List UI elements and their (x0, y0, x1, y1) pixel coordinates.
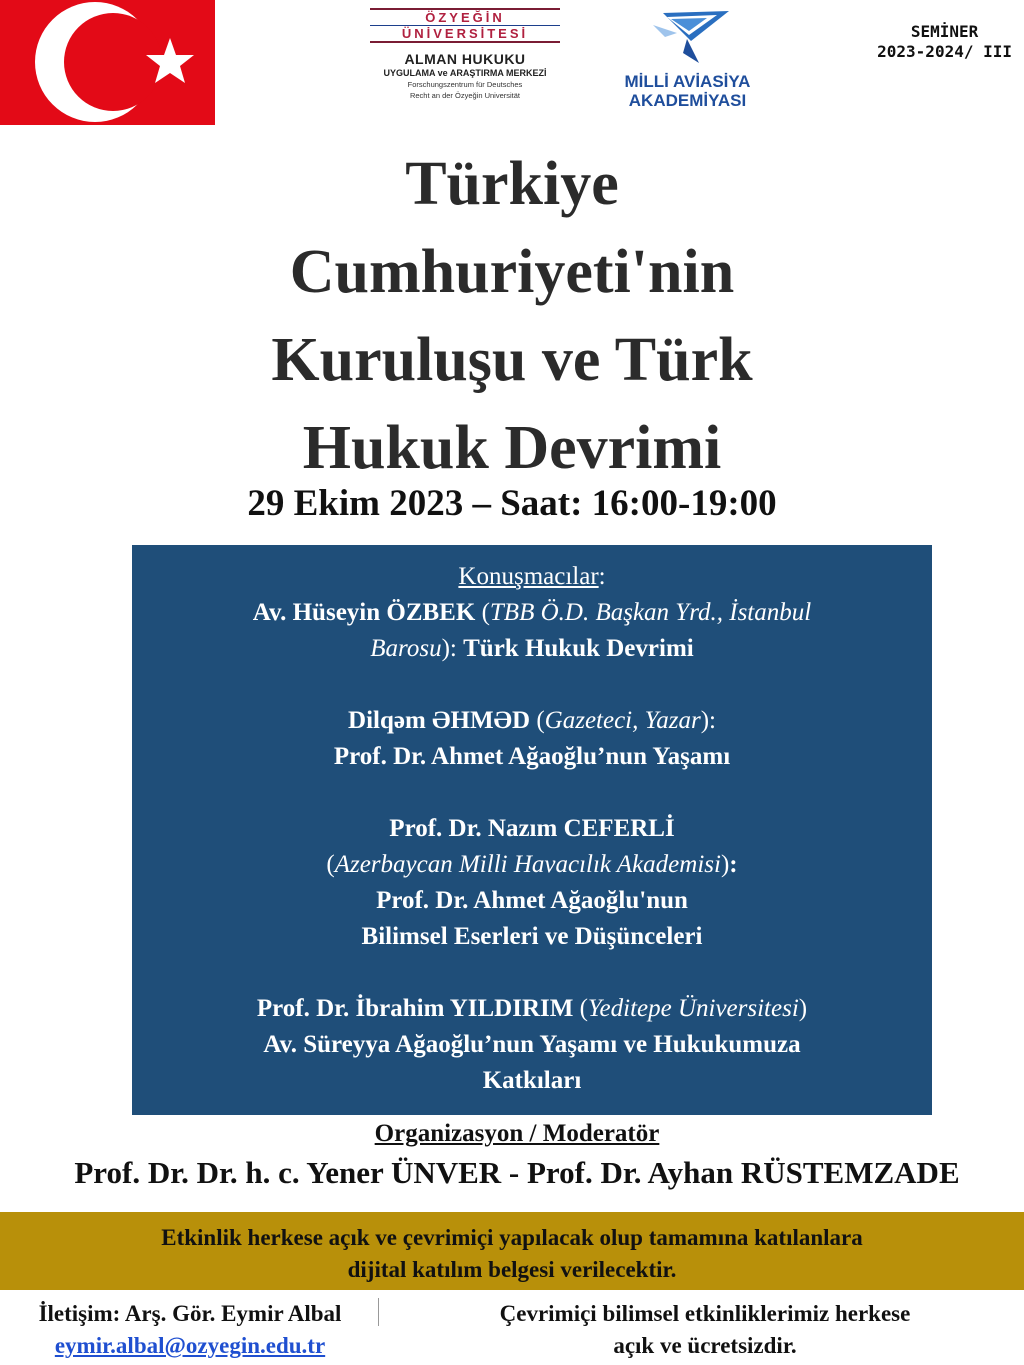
logo-universitesi-text: ÜNİVERSİTESİ (401, 26, 529, 41)
free-note-line: Çevrimiçi bilimsel etkinliklerimiz herkese (499, 1301, 911, 1326)
speaker-affiliation: Gazeteci, Yazar (544, 707, 701, 734)
participation-notice (0, 1212, 1024, 1290)
speaker-affiliation: Azerbaycan Milli Havacılık Akademisi (334, 851, 721, 878)
speaker-affiliation: Yeditepe Üniversitesi (587, 995, 799, 1022)
speaker-topic: Bilimsel Eserleri ve Düşünceleri (361, 923, 703, 950)
speaker-name: Prof. Dr. Nazım CEFERLİ (389, 815, 675, 842)
speaker-affiliation: Barosu (370, 635, 442, 662)
title-line: Türkiye (405, 150, 619, 218)
speaker-topic: Türk Hukuk Devrimi (463, 635, 694, 662)
speaker-name: Prof. Dr. İbrahim YILDIRIM (256, 995, 574, 1022)
crescent-star-icon (0, 0, 215, 125)
title-line: Kuruluşu ve Türk (271, 326, 753, 394)
event-datetime: 29 Ekim 2023 – Saat: 16:00-19:00 (247, 483, 777, 524)
academy-name-line2: AKADEMİYASI (628, 91, 747, 110)
speaker-affiliation: TBB Ö.D. Başkan Yrd., İstanbul (489, 599, 812, 626)
logo-alman-hukuku: ALMAN HUKUKU (404, 51, 526, 67)
ozyegin-law-center-logo (345, 8, 585, 118)
free-note-line: açık ve ücretsizdir. (613, 1333, 797, 1358)
aircraft-emblem-icon (643, 5, 733, 67)
seminar-term: 2023-2024/ III (877, 42, 1012, 61)
notice-line: dijital katılım belgesi verilecektir. (347, 1257, 677, 1282)
seminar-label (877, 22, 1012, 62)
page-title (0, 140, 1024, 492)
title-line: Hukuk Devrimi (302, 414, 722, 482)
speaker-name: Dilqəm ƏHMƏD (348, 707, 531, 734)
speaker-name: Av. Hüseyin ÖZBEK (252, 599, 476, 626)
aviation-academy-logo (600, 5, 775, 120)
title-line: Cumhuriyeti'nin (289, 238, 735, 306)
logo-german-line1: Forschungszentrum für Deutsches (407, 80, 523, 89)
academy-name-line1: MİLLİ AVİASİYA (624, 72, 751, 91)
speaker-topic: Av. Süreyya Ağaoğlu’nun Yaşamı ve Hukukumuza (263, 1031, 801, 1058)
speaker-topic: Prof. Dr. Ahmet Ağaoğlu'nun (376, 887, 688, 914)
notice-line: Etkinlik herkese açık ve çevrimiçi yapılacak olup tamamına katılanlara (161, 1225, 863, 1250)
turkish-flag-image (0, 0, 215, 125)
speaker-topic: Prof. Dr. Ahmet Ağaoğlu’nun Yaşamı (333, 743, 731, 770)
organization-heading: Organizasyon / Moderatör (374, 1120, 660, 1147)
speakers-panel: Konuşmacılar: Av. Hüseyin ÖZBEK (TBB Ö.D. Başkan Yrd., İstanbul Barosu): Türk Hukuk Devrimi Dilqəm ƏHMƏD (Gazeteci, Yazar): Prof. Dr. Ahmet Ağaoğlu’nun Yaşamı Prof. Dr. Nazım CEFERLİ (Azerbaycan Milli Havacılık Akademisi): Prof. Dr. Ahmet Ağaoğlu'nun Bilimsel Eserleri ve Düşünceleri Prof. Dr. İbrahim YILDIRIM (Yeditepe Üniversitesi) Av. Süreyya Ağaoğlu’nun Yaşamı ve Hukukumuza Katkıları (132, 545, 932, 1115)
logo-rule (370, 41, 560, 43)
logo-german-line2: Recht an der Özyeğin Universität (409, 91, 521, 100)
contact-email-link[interactable]: eymir.albal@ozyegin.edu.tr (54, 1333, 326, 1358)
speakers-heading: Konuşmacılar (458, 563, 599, 590)
free-events-note (395, 1298, 1015, 1362)
organization-names: Prof. Dr. Dr. h. c. Yener ÜNVER - Prof. Dr. Ayhan RÜSTEMZADE (74, 1155, 960, 1190)
contact-block (0, 1298, 380, 1362)
contact-label: İletişim: Arş. Gör. Eymir Albal (38, 1301, 342, 1326)
seminar-title: SEMİNER (910, 22, 979, 41)
speaker-topic: Katkıları (482, 1067, 582, 1094)
footer-divider (378, 1298, 379, 1326)
logo-center-subtitle: UYGULAMA ve ARAŞTIRMA MERKEZİ (383, 68, 547, 78)
logo-ozyegin-text: ÖZYEĞİN (425, 10, 505, 25)
